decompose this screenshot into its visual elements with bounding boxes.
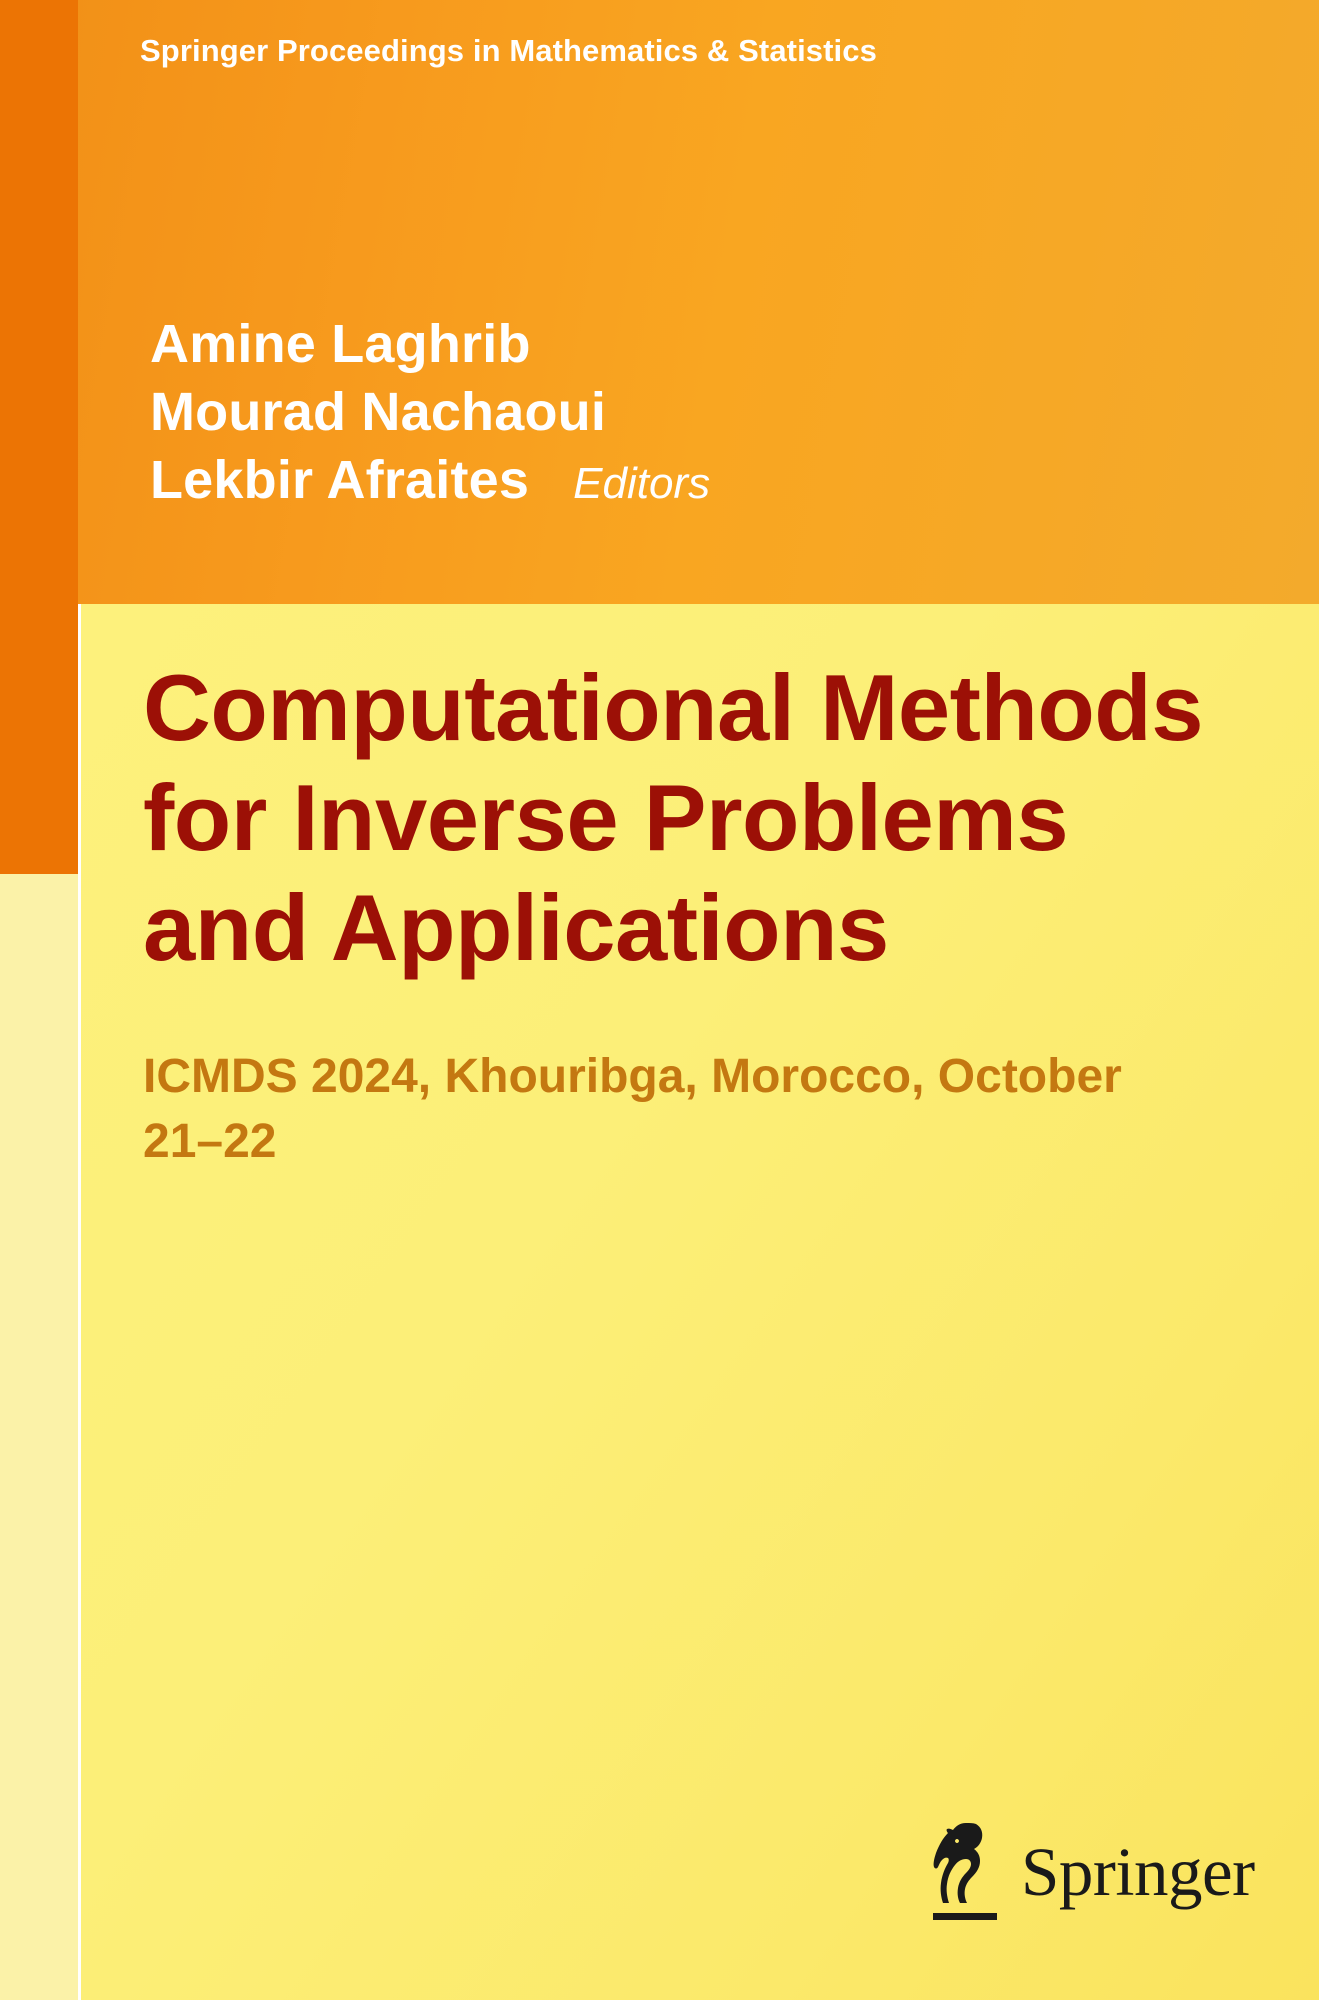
left-accent-stripe-top bbox=[0, 0, 78, 604]
springer-logo bbox=[919, 1812, 1269, 1932]
springer-wordmark: Springer bbox=[1021, 1833, 1255, 1910]
editor-list bbox=[150, 310, 1200, 514]
book-subtitle: ICMDS 2024, Khouribga, Morocco, October 21–22 bbox=[143, 1050, 1122, 1169]
editor-name: Amine Laghrib bbox=[150, 314, 531, 374]
springer-knight-icon bbox=[919, 1817, 1011, 1927]
editors-role-label: Editors bbox=[573, 459, 711, 509]
book-title: Computational Methods for Inverse Problems and Applications bbox=[143, 655, 1203, 980]
editor-name: Mourad Nachaoui bbox=[150, 382, 607, 443]
vertical-divider bbox=[78, 604, 81, 2000]
cover-main-area bbox=[81, 604, 1319, 2000]
left-pale-column bbox=[0, 874, 78, 2000]
editor-name: Lekbir Afraites bbox=[150, 450, 530, 511]
editor-row-last bbox=[150, 446, 1200, 514]
series-title: Springer Proceedings in Mathematics & Statistics bbox=[140, 33, 877, 68]
left-accent-stripe-middle bbox=[0, 604, 78, 874]
